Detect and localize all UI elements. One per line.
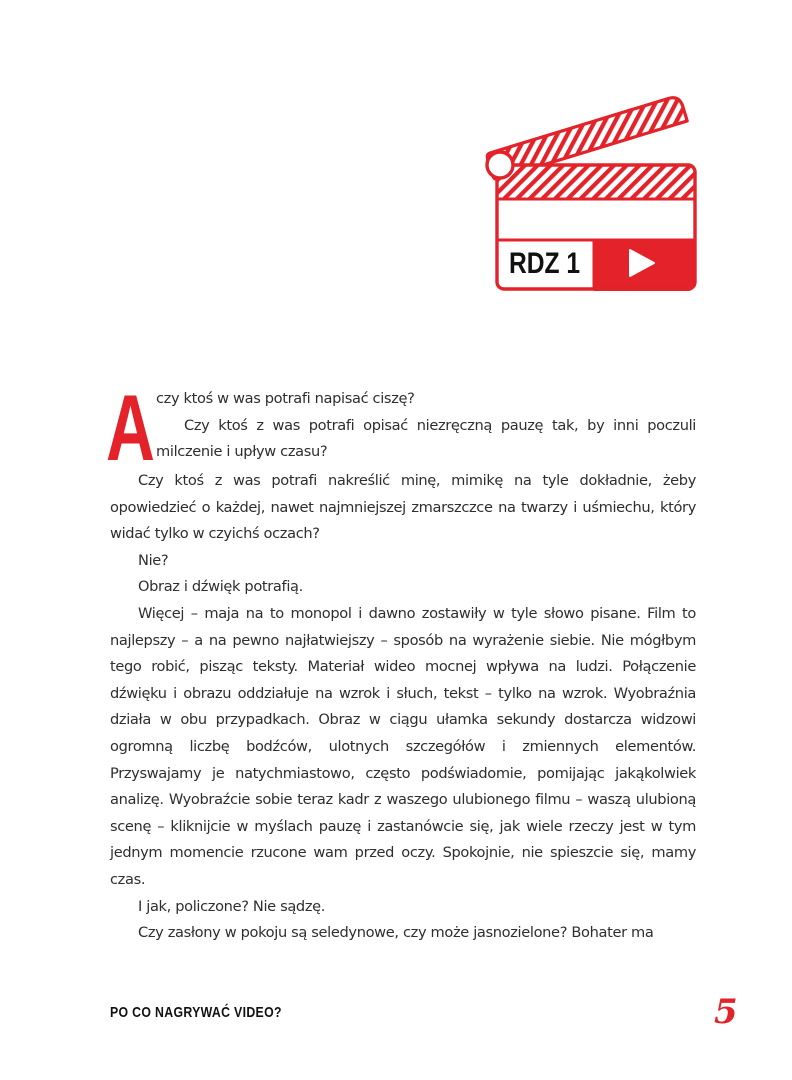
paragraph-1: czy ktoś w was potrafi napisać ciszę? — [156, 390, 415, 407]
paragraph-5: Obraz i dźwięk potrafią. — [138, 578, 303, 596]
paragraph-4: Nie? — [138, 551, 169, 569]
chapter-label: RDZ 1 — [509, 247, 581, 280]
running-title: PO CO NAGRYWAĆ VIDEO? — [110, 1004, 282, 1021]
paragraph-3: Czy ktoś z was potrafi nakreślić minę, mimikę na tyle dokładnie, żeby opowiedzieć o każdej, nawet najmniejszej zmarszczce na twarzy i uśmiechu, który widać tylko w czyichś oczach? — [110, 472, 696, 543]
body-text — [106, 375, 696, 947]
paragraph-6: Więcej – maja na to monopol i dawno zostawiły w tyle słowo pisane. Film to najlepszy – a na pewno najłatwiejszy – sposób na wyrażenie siebie. Nie mógłbym tego robić, pisząc teksty. Materiał wideo mocnej wpływa na ludzi. Połączenie dźwięku i obrazu oddziałuje na wzrok i słuch, tekst – tylko na wzrok. Wyobraźnia działa w obu przypadkach. Obraz w ciągu ułamka sekundy dostarcza widzowi ogromną liczbę bodźców, ulotnych szczegółów i zmiennych elementów. Przyswajamy je natychmiastowo, często podświadomie, pomijając jakąkolwiek analizę. Wyobraźcie sobie teraz kadr z waszego ulubionego filmu – waszą ulubioną scenę – kliknijcie w myślach pauzę i zastanówcie się, jak wiele rzeczy jest w tym jednym momencie rzucone wam przed oczy. Spokojnie, nie spieszcie się, mamy czas. — [110, 604, 696, 888]
paragraph-2: Czy ktoś z was potrafi opisać niezręczną pauzę tak, by inni poczuli milczenie i upływ czasu? — [156, 416, 696, 461]
paragraph-7: I jak, policzone? Nie sądzę. — [138, 897, 326, 915]
page-number: 5 — [714, 992, 738, 1032]
drop-cap: A — [106, 375, 155, 480]
paragraph-8: Czy zasłony w pokoju są seledynowe, czy może jasnozielone? Bohater ma — [138, 924, 654, 942]
